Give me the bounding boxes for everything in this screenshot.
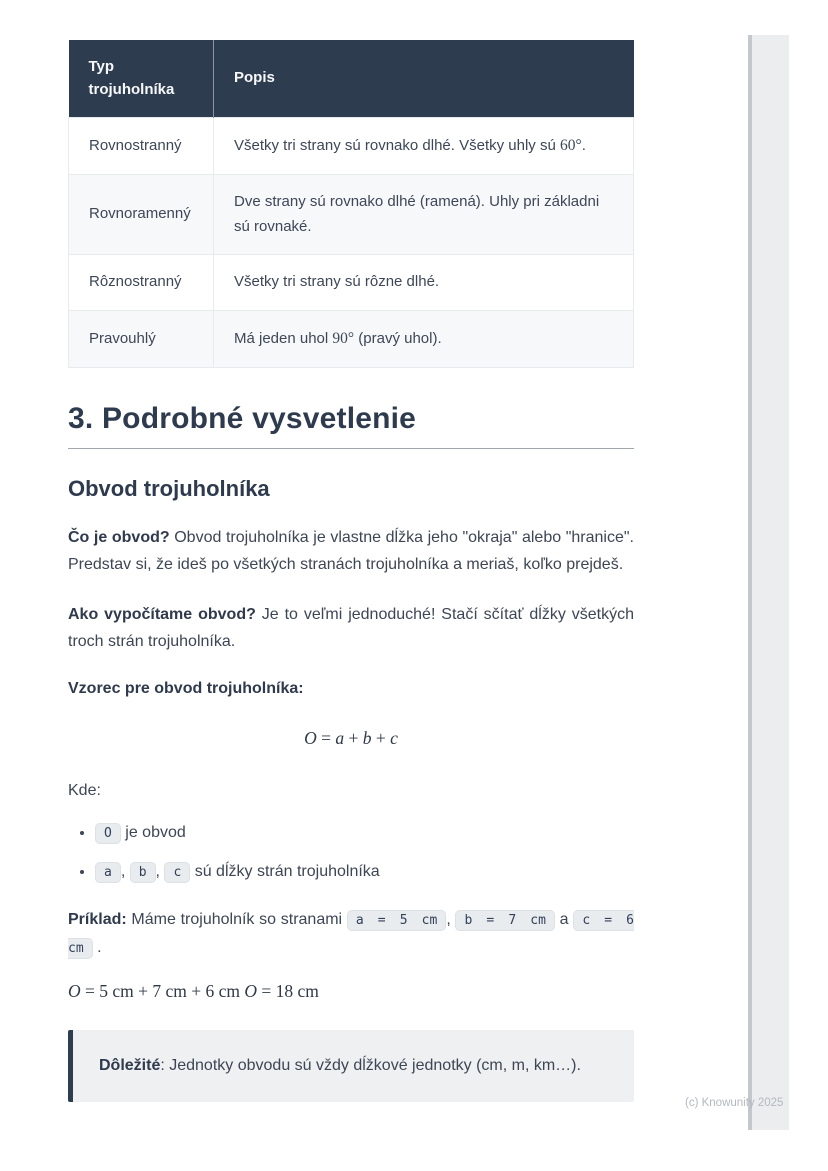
knowunity-watermark: (c) Knowunity 2025: [685, 1097, 784, 1109]
table-row: [69, 118, 634, 175]
cell-desc: [214, 255, 634, 311]
formula-op: = 18 cm: [257, 981, 319, 1002]
desc-text: Všetky tri strany sú rôzne dlhé.: [234, 273, 440, 291]
cell-desc: [214, 174, 634, 255]
paragraph-lead: Čo je obvod?: [68, 528, 170, 546]
column-header-popis: Popis: [214, 40, 634, 118]
table-row: [69, 255, 634, 311]
note-text: : Jednotky obvodu sú vždy dĺžkové jednotky (cm, m, km…).: [160, 1057, 581, 1075]
list-item: [95, 859, 634, 885]
separator: ,: [446, 911, 456, 929]
formula-op: +: [371, 727, 391, 748]
paragraph-text: Obvod trojuholníka je vlastne dĺžka jeho "okraja" alebo "hranice". Predstav si, že ideš po všetkých stranách trojuholníka a meriaš, koľko prejdeš.: [68, 528, 635, 574]
inline-code-a-equals: a = 5 cm: [347, 910, 446, 931]
formula-var: O: [244, 981, 258, 1002]
paragraph-how-to-compute: [68, 601, 634, 656]
variable-definitions-list: [68, 820, 634, 884]
inline-code-b-equals: b = 7 cm: [455, 910, 554, 931]
desc-math: 60°: [559, 137, 582, 154]
list-item: [95, 820, 634, 846]
desc-text: Má jeden uhol: [234, 330, 333, 347]
note-lead: Dôležité: [99, 1057, 161, 1075]
paragraph-lead: Ako vypočítame obvod?: [68, 605, 256, 623]
formula-op: =: [316, 727, 336, 748]
desc-suffix: (pravý uhol).: [354, 330, 442, 347]
example-end: .: [92, 938, 102, 956]
formula-var: O: [68, 981, 81, 1002]
formula-var: O: [304, 727, 317, 748]
separator: ,: [155, 862, 165, 880]
inline-code-a: a: [95, 862, 121, 883]
paragraph-what-is-perimeter: [68, 524, 634, 579]
desc-suffix: .: [581, 137, 586, 154]
table-row: [69, 311, 634, 368]
formula-var: b: [362, 727, 372, 748]
formula-label: Vzorec pre obvod trojuholníka:: [68, 679, 304, 697]
kde-label: Kde:: [68, 781, 101, 799]
example-lead: Príklad:: [68, 911, 127, 929]
desc-math: 90°: [332, 330, 355, 347]
document-page-content: [68, 40, 634, 1102]
inline-code-c-equals: c = 6 cm: [68, 910, 634, 959]
formula-op: +: [344, 727, 363, 748]
subsection-title: Obvod trojuholníka: [68, 475, 270, 501]
inline-code-O: O: [95, 823, 121, 844]
section-title: 3. Podrobné vysvetlenie: [68, 401, 417, 435]
desc-text: Dve strany sú rovnako dlhé (ramená). Uhly pri základni sú rovnaké.: [234, 192, 600, 235]
formula-var: a: [335, 727, 345, 748]
cell-type: Rôznostranný: [69, 255, 214, 311]
example-calculation-formula: [68, 981, 634, 1002]
list-item-text: je obvod: [120, 824, 186, 841]
table-header-row: [69, 40, 634, 118]
example-intro: Máme trojuholník so stranami: [126, 911, 347, 929]
cell-type: Rovnostranný: [69, 118, 214, 175]
cell-desc: [214, 311, 634, 368]
cell-desc: [214, 118, 634, 175]
formula-op: = 5 cm + 7 cm + 6 cm: [80, 981, 245, 1002]
list-item-text: sú dĺžky strán trojuholníka: [190, 862, 380, 880]
scrollbar[interactable]: [748, 35, 789, 1130]
formula-var: c: [390, 727, 398, 748]
column-header-type: Typ trojuholníka: [69, 40, 214, 118]
inline-code-c: c: [164, 862, 190, 883]
important-note-callout: [68, 1030, 634, 1102]
section-divider: [68, 448, 634, 449]
perimeter-formula: [68, 728, 634, 749]
cell-type: Rovnoramenný: [69, 174, 214, 255]
example-paragraph: [68, 906, 634, 961]
table-row: [69, 174, 634, 255]
separator: a: [554, 911, 574, 929]
triangle-types-table: [68, 40, 634, 368]
desc-text: Všetky tri strany sú rovnako dlhé. Všetky uhly sú: [234, 137, 560, 154]
inline-code-b: b: [130, 862, 156, 883]
separator: ,: [120, 862, 130, 880]
paragraph-text: Je to veľmi jednoduché! Stačí sčítať dĺžky všetkých troch strán trojuholníka.: [68, 605, 634, 651]
cell-type: Pravouhlý: [69, 311, 214, 368]
